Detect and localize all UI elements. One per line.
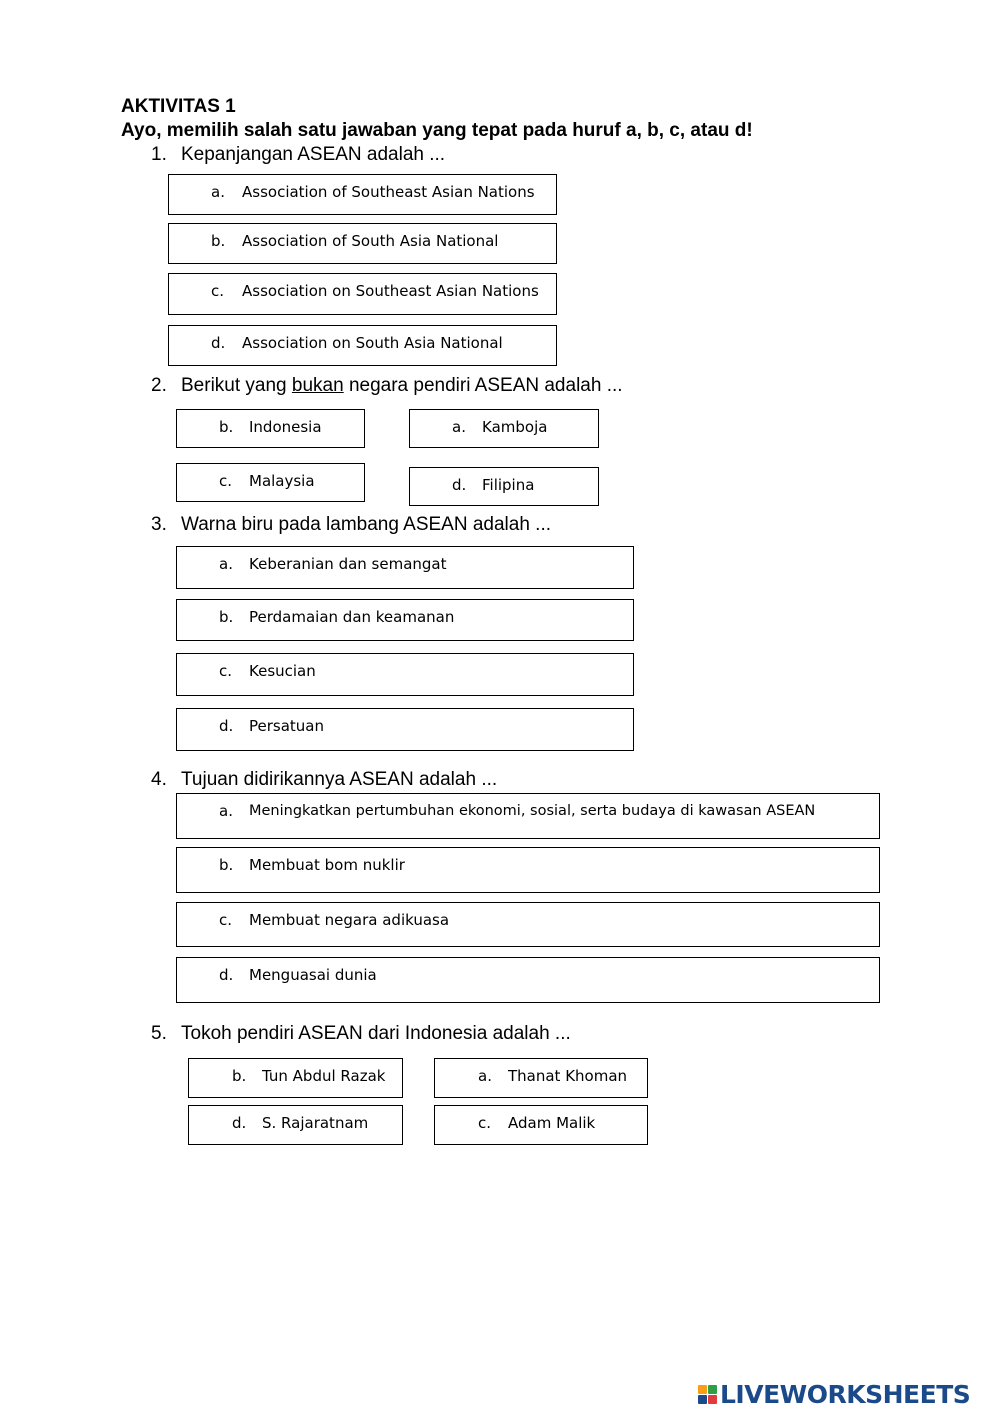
q4-option-c[interactable] [176, 902, 880, 947]
option-text: Filipina [482, 476, 535, 494]
q4-option-d[interactable] [176, 957, 880, 1003]
question-4-text: Tujuan didirikannya ASEAN adalah ... [181, 769, 498, 790]
question-2-text-before: Berikut yang [181, 375, 292, 396]
option-letter: c. [211, 282, 225, 300]
liveworksheets-logo-icon [698, 1385, 717, 1404]
q1-option-c[interactable] [168, 273, 557, 315]
q3-option-a[interactable] [176, 546, 634, 589]
q1-option-b[interactable] [168, 223, 557, 264]
q5-option-c[interactable] [434, 1105, 648, 1145]
option-letter: c. [219, 662, 233, 680]
option-letter: b. [219, 608, 234, 626]
option-letter: d. [452, 476, 467, 494]
logo-square-icon [698, 1395, 707, 1404]
option-letter: b. [232, 1067, 247, 1085]
option-letter: b. [211, 232, 226, 250]
question-5-number: 5. [151, 1023, 167, 1044]
option-letter: a. [452, 418, 466, 436]
option-text: Association on Southeast Asian Nations [242, 282, 539, 300]
liveworksheets-logo [698, 1378, 970, 1410]
option-letter: d. [219, 717, 234, 735]
option-text: Indonesia [249, 418, 322, 436]
q2-option-c[interactable] [176, 463, 365, 502]
option-text: Membuat bom nuklir [249, 856, 405, 874]
instruction-text: Ayo, memilih salah satu jawaban yang tepat pada huruf a, b, c, atau d! [121, 120, 753, 141]
option-text: Meningkatkan pertumbuhan ekonomi, sosial, serta budaya di kawasan ASEAN [249, 803, 816, 819]
option-text: Kamboja [482, 418, 548, 436]
option-text: Association of Southeast Asian Nations [242, 183, 535, 201]
q4-option-a[interactable] [176, 793, 880, 839]
q5-option-b[interactable] [188, 1058, 403, 1098]
question-1-text: Kepanjangan ASEAN adalah ... [181, 144, 446, 165]
option-letter: b. [219, 856, 234, 874]
q2-option-a[interactable] [409, 409, 599, 448]
q1-option-a[interactable] [168, 174, 557, 215]
q2-option-b[interactable] [176, 409, 365, 448]
option-letter: a. [219, 802, 233, 820]
option-letter: c. [219, 472, 233, 490]
option-text: S. Rajaratnam [262, 1114, 369, 1132]
q3-option-d[interactable] [176, 708, 634, 751]
q3-option-c[interactable] [176, 653, 634, 696]
activity-title: AKTIVITAS 1 [121, 96, 236, 117]
question-5-text: Tokoh pendiri ASEAN dari Indonesia adalah ... [181, 1023, 571, 1044]
option-letter: d. [219, 966, 234, 984]
question-1-number: 1. [151, 144, 167, 165]
q5-option-a[interactable] [434, 1058, 648, 1098]
logo-square-icon [708, 1395, 717, 1404]
logo-square-icon [708, 1385, 717, 1394]
option-letter: d. [211, 334, 226, 352]
option-letter: b. [219, 418, 234, 436]
option-letter: d. [232, 1114, 247, 1132]
question-2-emphasis: bukan [291, 375, 344, 396]
q1-option-d[interactable] [168, 325, 557, 366]
option-text: Tun Abdul Razak [262, 1067, 386, 1085]
option-text: Perdamaian dan keamanan [249, 608, 455, 626]
option-text: Malaysia [249, 472, 315, 490]
option-letter: c. [478, 1114, 492, 1132]
liveworksheets-logo-text: LIVEWORKSHEETS [720, 1379, 971, 1409]
option-text: Thanat Khoman [508, 1067, 628, 1085]
q5-option-d[interactable] [188, 1105, 403, 1145]
option-text: Menguasai dunia [249, 966, 377, 984]
option-text: Keberanian dan semangat [249, 555, 447, 573]
option-text: Adam Malik [508, 1114, 596, 1132]
q2-option-d[interactable] [409, 467, 599, 506]
option-text: Persatuan [249, 717, 324, 735]
logo-square-icon [698, 1385, 707, 1394]
q3-option-b[interactable] [176, 599, 634, 641]
option-text: Association of South Asia National [242, 232, 499, 250]
question-3-text: Warna biru pada lambang ASEAN adalah ... [181, 514, 552, 535]
option-letter: a. [211, 183, 225, 201]
q4-option-b[interactable] [176, 847, 880, 893]
option-text: Membuat negara adikuasa [249, 911, 450, 929]
option-letter: c. [219, 911, 233, 929]
option-letter: a. [219, 555, 233, 573]
option-text: Association on South Asia National [242, 334, 503, 352]
option-text: Kesucian [249, 662, 316, 680]
question-3-number: 3. [151, 514, 167, 535]
question-4-number: 4. [151, 769, 167, 790]
question-2-text [181, 375, 623, 397]
question-2-text-after: negara pendiri ASEAN adalah ... [343, 375, 623, 396]
option-letter: a. [478, 1067, 492, 1085]
question-2-number: 2. [151, 375, 167, 396]
